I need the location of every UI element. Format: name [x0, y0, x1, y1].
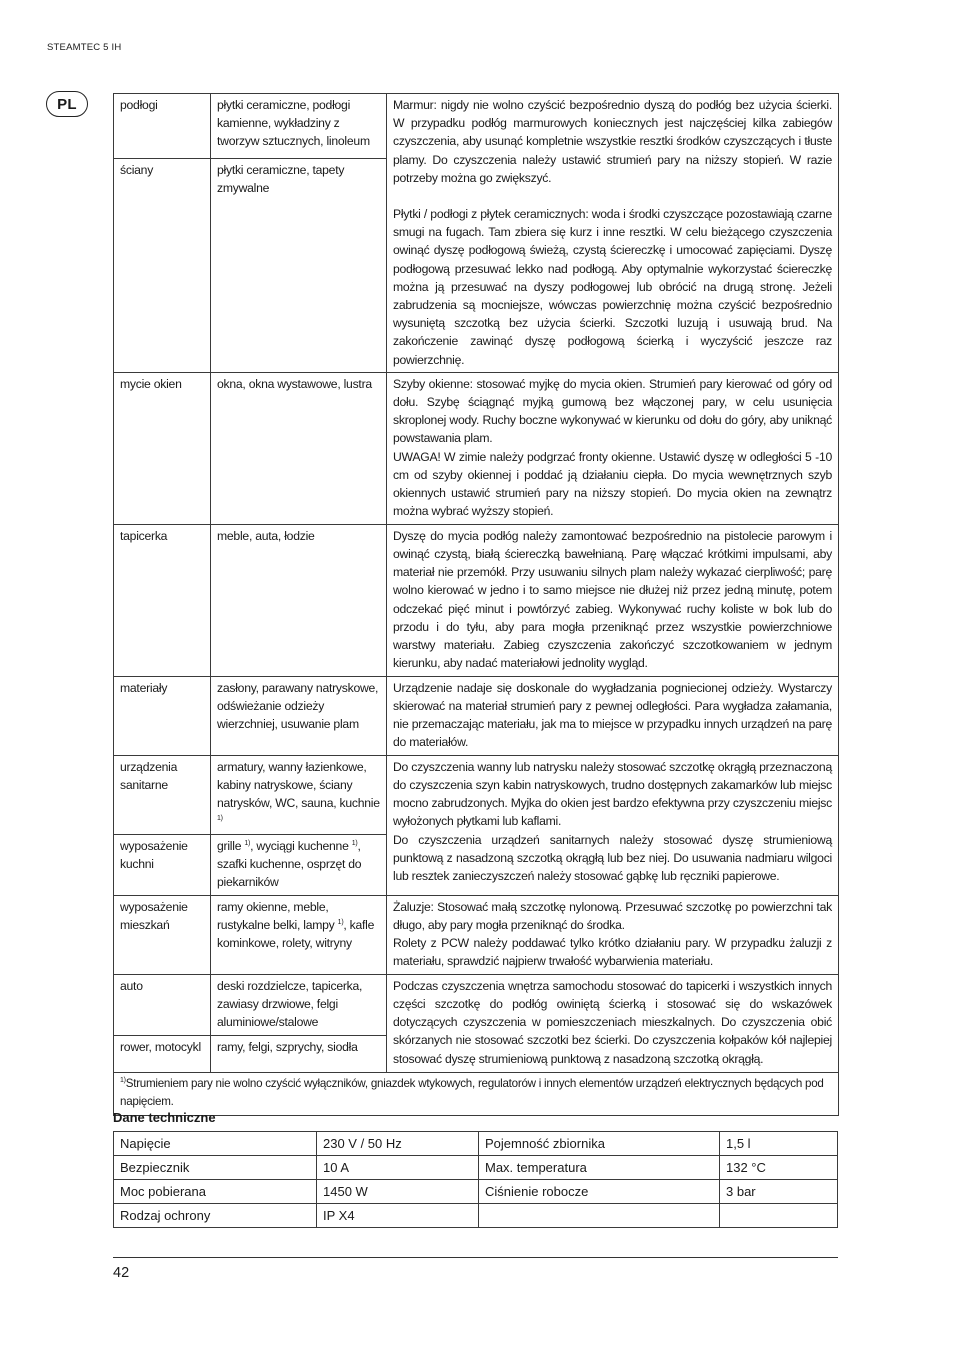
footnote-mark: 1) [120, 1076, 126, 1084]
table-row [114, 974, 839, 1035]
area-cell: wyposażenie mieszkań [114, 895, 211, 974]
footnote-ref: 1) [337, 918, 344, 926]
footnote-ref: 1) [217, 815, 223, 823]
spec-value: IP X4 [317, 1204, 479, 1228]
table-row [114, 1132, 838, 1156]
spec-value: 10 A [317, 1156, 479, 1180]
spec-value: 3 bar [720, 1180, 838, 1204]
tech-data-title: Dane techniczne [113, 1110, 216, 1125]
table-row [114, 1156, 838, 1180]
description-paragraph: Żaluzje: Stosować małą szczotkę nylonową. Przesuwać szczotkę po powierzchni tak długo, aby pary mogła przeniknąć do środka. [393, 899, 832, 933]
surfaces-cell: meble, auta, łodzie [211, 524, 387, 676]
footnote-row [114, 1072, 839, 1115]
surfaces-cell: deski rozdzielcze, tapicerka, zawiasy drzwiowe, felgi aluminiowe/stalowe [211, 974, 387, 1035]
surfaces-cell [211, 834, 387, 895]
description-paragraph: Do czyszczenia wanny lub natrysku należy stosować szczotkę okrągłą przeznaczoną do czyszczenia szyn kabin natryskowych, trudno dostępnych zakamarków lub miejsc mocno zabrudzonych. Myjka do okien jest bardzo efektywna przy czyszczeniu miejsc wyłożonych płytkami lub kaflami. [393, 759, 832, 829]
spec-label: Pojemność zbiornika [479, 1132, 720, 1156]
description-cell [387, 94, 839, 373]
footer-divider [113, 1257, 838, 1258]
description-cell [387, 372, 839, 524]
surfaces-text: , szafki kuchenne, osprzęt do piekarników [217, 838, 362, 890]
surfaces-cell: płytki ceramiczne, tapety zmywalne [211, 158, 387, 372]
description-cell [387, 895, 839, 974]
spec-label: Bezpiecznik [114, 1156, 317, 1180]
surfaces-text: , wyciągi kuchenne [250, 838, 349, 853]
spec-value: 132 °C [720, 1156, 838, 1180]
area-cell: ściany [114, 158, 211, 372]
table-row [114, 1204, 838, 1228]
footnote-cell [114, 1072, 839, 1115]
document-header: STEAMTEC 5 IH [47, 42, 122, 53]
spec-value: 230 V / 50 Hz [317, 1132, 479, 1156]
cleaning-table [113, 93, 839, 1116]
spec-value: 1,5 l [720, 1132, 838, 1156]
area-cell: urządzenia sanitarne [114, 755, 211, 834]
description-cell [387, 755, 839, 895]
description-cell: Urządzenie nadaje się doskonale do wygładzania pogniecionej odzieży. Wystarczy skierować na materiał strumień pary z pewnej odległości. Para wygładza załamania, nie przemaczając materiału, jak ma to miejsce w przypadku innych urządzeń na parę do materiałów. [387, 676, 839, 755]
area-cell: auto [114, 974, 211, 1035]
spec-label: Max. temperatura [479, 1156, 720, 1180]
description-paragraph: Rolety z PCW należy poddawać tylko krótko działaniu pary. W przypadku żaluzji z materiału, sprawdzić najpierw trwałość wybarwienia materiału. [393, 936, 832, 969]
table-row [114, 94, 839, 159]
area-cell: wyposażenie kuchni [114, 834, 211, 895]
area-cell: tapicerka [114, 524, 211, 676]
spec-value [720, 1204, 838, 1228]
spec-label: Rodzaj ochrony [114, 1204, 317, 1228]
table-row [114, 676, 839, 755]
surfaces-cell: ramy, felgi, szprychy, siodła [211, 1035, 387, 1072]
area-cell: materiały [114, 676, 211, 755]
spec-label: Moc pobierana [114, 1180, 317, 1204]
table-row [114, 1180, 838, 1204]
description-paragraph: Do czyszczenia urządzeń sanitarnych należy stosować dyszę strumieniową punktową z nasadzoną szczotką okrągłą lub bez niej. Do usuwania nadmiaru wilgoci lub resztek zanieczyszczeń należy stosować gąbkę lub ręczniki papierowe. [393, 832, 832, 884]
table-row [114, 372, 839, 524]
surfaces-text: armatury, wanny łazienkowe, kabiny natryskowe, ściany natrysków, WC, sauna, kuchnie [217, 759, 380, 811]
area-cell: podłogi [114, 94, 211, 159]
surfaces-cell: płytki ceramiczne, podłogi kamienne, wykładziny z tworzyw sztucznych, linoleum [211, 94, 387, 159]
footnote-ref: 1) [351, 839, 358, 847]
surfaces-text: ramy okienne, meble, rustykalne belki, lampy [217, 899, 335, 933]
spec-value: 1450 W [317, 1180, 479, 1204]
description-paragraph: Szyby okienne: stosować myjkę do mycia okien. Strumień pary kierować od góry od dołu. Szybę ściągnąć myjką gumową bez włączonej pary, w celu usunięcia skroplonej wody. Ruchy boczne wykonywać w kierunku od dołu do góry, aby uniknąć powstawania plam. [393, 376, 832, 446]
description-cell: Podczas czyszczenia wnętrza samochodu stosować do tapicerki i wszystkich innych części szczotkę do podłóg owiniętą ścierką i stosować się do wskazówek dotyczących czyszczenia w pomieszczeniach mieszkalnych. Do czyszczenia obić skórzanych nie stosować szczotki bez ścierki. Do czyszczenia kołpaków kół najlepiej stosować dyszę strumieniową punktową z nasadzoną szczotką okrągłą. [387, 974, 839, 1072]
table-row [114, 755, 839, 834]
table-row [114, 895, 839, 974]
area-cell: mycie okien [114, 372, 211, 524]
area-cell: rower, motocykl [114, 1035, 211, 1072]
spec-label [479, 1204, 720, 1228]
spec-label: Ciśnienie robocze [479, 1180, 720, 1204]
description-paragraph: UWAGA! W zimie należy podgrzać fronty okienne. Ustawić dyszę w odległości 5 -10 cm od szyby okiennej i poddać ją działaniu ciepła. Do mycia wewnętrznych szyb okiennych ustawić strumień pary na niższy stopień. Do mycia okien na zewnątrz można wybrać wyższy stopień. [393, 449, 832, 519]
language-badge: PL [46, 91, 88, 117]
surfaces-cell [211, 895, 387, 974]
page-number: 42 [113, 1265, 130, 1281]
spec-label: Napięcie [114, 1132, 317, 1156]
table-row [114, 524, 839, 676]
surfaces-cell: okna, okna wystawowe, lustra [211, 372, 387, 524]
surfaces-cell [211, 755, 387, 834]
footnote-ref: 1) [244, 839, 251, 847]
footnote-text: Strumieniem pary nie wolno czyścić wyłączników, gniazdek wtykowych, regulatorów i innych elementów urządzeń elektrycznych będących pod napięciem. [120, 1076, 824, 1109]
surfaces-text: , kafle kominkowe, rolety, witryny [217, 918, 375, 951]
description-paragraph: Płytki / podłogi z płytek ceramicznych: woda i środki czyszczące pozostawiają czarne smugi na fugach. Tam zbiera się kurz i inne resztki. W celu bieżącego czyszczenia owinąć dyszę podłogową świeżą, czystą ściereczkę i umocować zapięciami. Dyszę podłogową przesuwać lekko nad podłogą. Aby optymalnie wykorzystać ściereczkę można ją przesuwać na dyszy podłogowej lub obrócić na drugą stronę. Jeżeli zabrudzenia są mocniejsze, wówczas powierzchnię można czyścić bezpośrednio wysuniętą szczotką bez użycia ścierki. Szczotki luzują i usuwają brud. Na zakończenie zawinąć dyszę podłogową ścierką i wyczyścić jeszcze raz powierzchnię. [393, 207, 832, 367]
surfaces-text: grille [217, 838, 242, 853]
description-paragraph: Marmur: nigdy nie wolno czyścić bezpośrednio dyszą do podłóg bez użycia ścierki. W przypadku podłóg marmurowych koniecznych jest najczęściej kilka zabiegów czyszczenia, aby usunąć kompletnie wszystkie resztki środków czyszczących i tłuste plamy. Do czyszczenia należy ustawić strumień pary na niższy stopień. W razie potrzeby można go zwiększyć. [393, 98, 832, 185]
description-cell: Dyszę do mycia podłóg należy zamontować bezpośrednio na pistolecie parowym i owinąć czystą, białą ściereczką bawełnianą. Parę włączać krótkimi impulsami, aby materiał nie przemókł. Przy usuwaniu silnych plam należy wykazać cierpliwość; parę wolno kierować w jedno i to samo miejsce nie dłużej niż przez jedną minutę, potem odczekać pięć minut i powtórzyć zabieg. Wykonywać ruchy koliste w bok lub do przodu i do tyłu, aby para mogła przeniknąć przez wszystkie powierzchniowe warstwy materiału. Zabieg czyszczenia zakończyć szczotkowaniem w jednym kierunku, aby nadać materiałowi jednolity wygląd. [387, 524, 839, 676]
tech-data-table [113, 1131, 838, 1228]
surfaces-cell: zasłony, parawany natryskowe, odświeżanie odzieży wierzchniej, usuwanie plam [211, 676, 387, 755]
